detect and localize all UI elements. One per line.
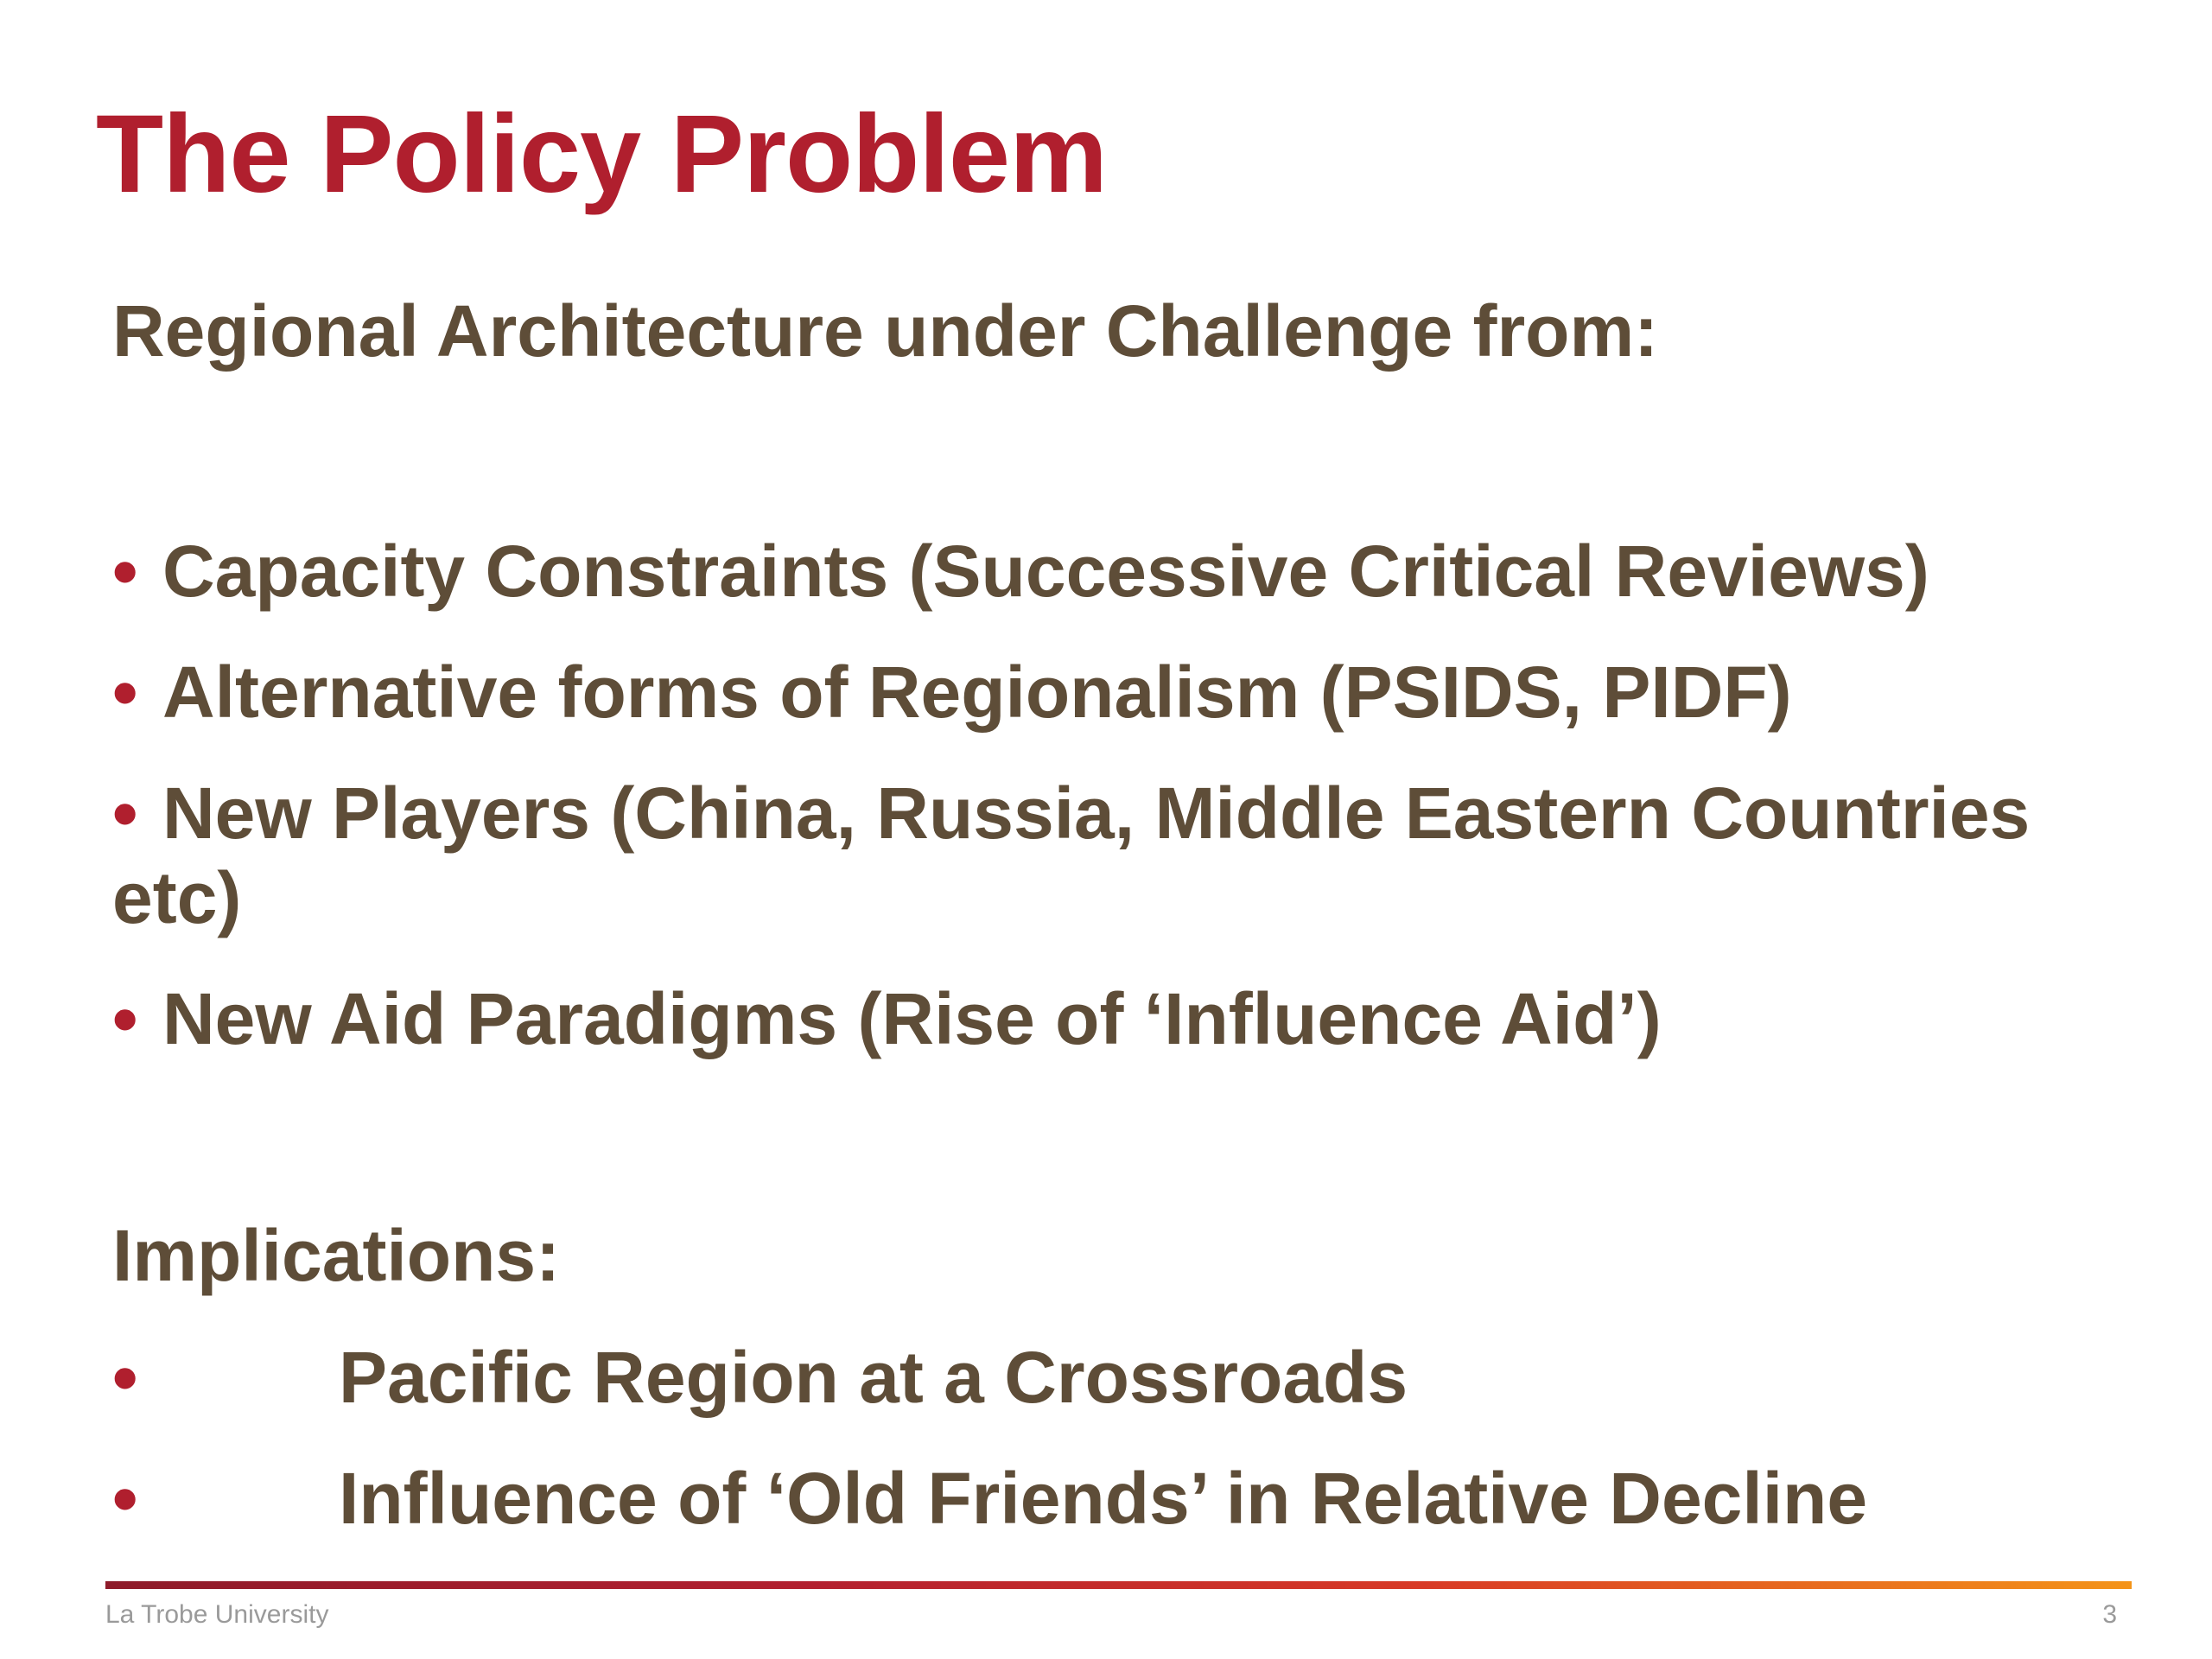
list-item: [112, 1456, 2100, 1541]
page-number: 3: [2102, 1600, 2117, 1629]
implication-list: [112, 1335, 2100, 1577]
bullet-icon: •: [112, 652, 138, 733]
list-item: [112, 1335, 2100, 1420]
bullet-icon: •: [112, 531, 138, 612]
list-item: [112, 771, 2126, 940]
slide-subtitle: Regional Architecture under Challenge from:: [112, 290, 1659, 372]
footer-organization: La Trobe University: [105, 1600, 329, 1629]
implications-heading: Implications:: [112, 1215, 561, 1296]
bullet-icon: •: [112, 978, 138, 1059]
challenge-text: Capacity Constraints (Successive Critical Reviews): [162, 531, 1929, 612]
challenge-text: New Players (China, Russia, Middle Eastern Countries etc): [112, 772, 2031, 938]
bullet-icon: •: [112, 1337, 138, 1418]
slide-title: The Policy Problem: [96, 92, 1107, 216]
implication-text: Pacific Region at a Crossroads: [339, 1337, 1408, 1418]
footer-divider: [105, 1581, 2132, 1589]
challenge-text: Alternative forms of Regionalism (PSIDS, PIDF): [162, 652, 1792, 733]
list-item: [112, 976, 2126, 1061]
bullet-icon: •: [112, 772, 138, 854]
list-item: [112, 650, 2126, 734]
implication-text: Influence of ‘Old Friends’ in Relative Decline: [339, 1458, 1868, 1539]
bullet-icon: •: [112, 1458, 138, 1539]
challenge-text: New Aid Paradigms (Rise of ‘Influence Aid’): [162, 978, 1662, 1059]
list-item: [112, 529, 2126, 613]
challenge-list: [112, 529, 2126, 1097]
